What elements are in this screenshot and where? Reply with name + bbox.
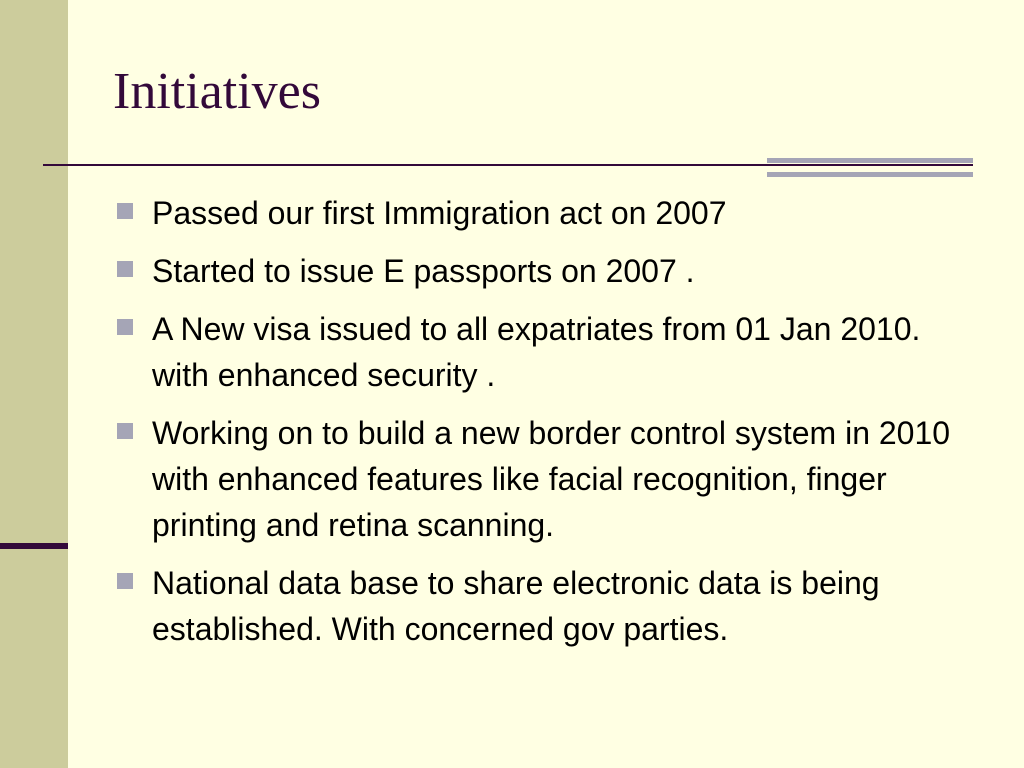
bullet-text: Working on to build a new border control system in 2010 with enhanced features like facial recognition, finger printing and retina scanning. [152, 415, 951, 543]
bullet-text: National data base to share electronic data is being established. With concerned gov parties. [152, 565, 880, 647]
accent-stripe-top [767, 158, 973, 163]
square-bullet-icon [117, 423, 133, 439]
square-bullet-icon [117, 203, 133, 219]
bullet-item-immigration-act [115, 190, 975, 236]
bullet-item-border-control [115, 410, 975, 548]
bullet-text: A New visa issued to all expatriates from 01 Jan 2010. with enhanced security . [152, 311, 921, 393]
square-bullet-icon [117, 261, 133, 277]
bullet-list [115, 190, 975, 664]
square-bullet-icon [117, 319, 133, 335]
slide-title: Initiatives [113, 63, 321, 120]
bullet-item-national-database [115, 560, 975, 652]
bullet-text: Started to issue E passports on 2007 . [152, 253, 695, 289]
bullet-item-e-passports [115, 248, 975, 294]
square-bullet-icon [117, 573, 133, 589]
accent-stripe-bottom [767, 172, 973, 177]
left-band-accent-bar [0, 543, 68, 549]
left-decorative-band [0, 0, 68, 768]
title-divider-accent [767, 158, 973, 180]
bullet-text: Passed our first Immigration act on 2007 [152, 195, 727, 231]
bullet-item-new-visa [115, 306, 975, 398]
